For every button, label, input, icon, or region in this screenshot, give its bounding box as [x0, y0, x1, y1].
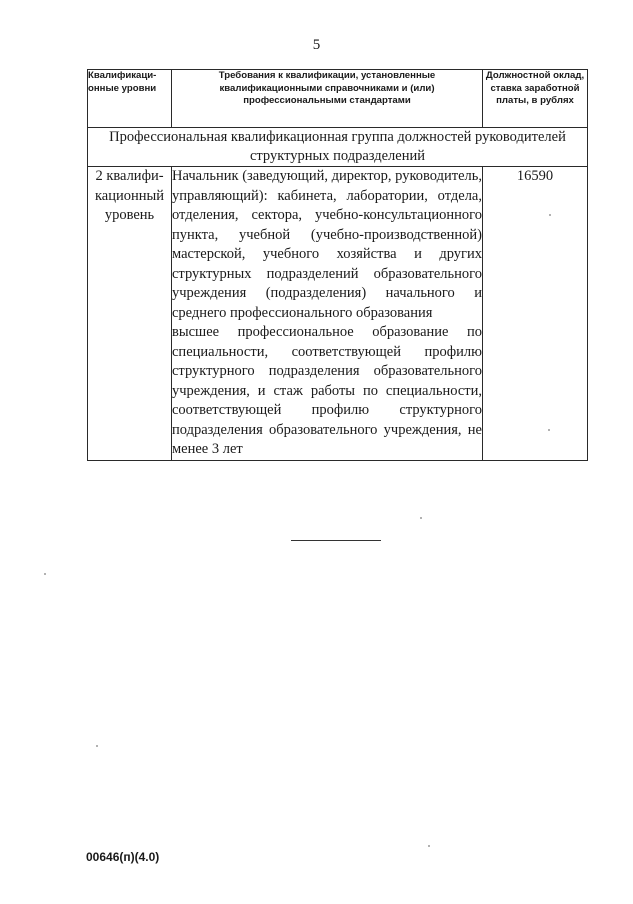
table-row — [88, 167, 588, 461]
table-header-row — [88, 70, 588, 128]
group-title: Профессиональная квалификационная группа должностей руководителей структурных подразделений — [88, 128, 588, 167]
position-description: Начальник (заведующий, директор, руководитель, управляющий): кабинета, лаборатории, отдела, отделения, сектора, учебно-консультационного пункта, учебной (учебно-производственной) мастерской, учебного хозяйства и других структурных подразделений образовательного учреждения (подразделения) начального и среднего профессионального образования — [172, 168, 483, 321]
scan-artifact — [96, 745, 98, 747]
header-salary: Должностной оклад, ставка заработной платы, в рублях — [483, 70, 588, 128]
header-qualification-levels: Квалификаци-онные уровни — [88, 70, 172, 128]
salary-value: 16590 — [483, 167, 588, 461]
requirements-description: высшее профессиональное образование по специальности, соответствующей профилю структурного подразделения образовательного учреждения, и стаж работы по специальности, соответствующей профилю структурного подразделения образовательного учреждения, не менее 3 лет — [172, 324, 482, 457]
footer-document-code: 00646(п)(4.0) — [86, 850, 160, 864]
scan-artifact — [548, 429, 550, 431]
qualification-level: 2 квалифи-кационный уровень — [88, 167, 172, 461]
separator-line — [291, 540, 381, 541]
requirements-cell — [172, 167, 483, 461]
scan-artifact — [420, 517, 422, 519]
scan-artifact — [44, 573, 46, 575]
header-qualification-requirements: Требования к квалификации, установленные квалификационными справочниками и (или) профессиональными стандартами — [172, 70, 483, 128]
group-title-row — [88, 128, 588, 167]
scan-artifact — [549, 214, 551, 216]
page-number: 5 — [312, 37, 321, 53]
qualification-table — [87, 69, 588, 461]
scan-artifact — [428, 845, 430, 847]
